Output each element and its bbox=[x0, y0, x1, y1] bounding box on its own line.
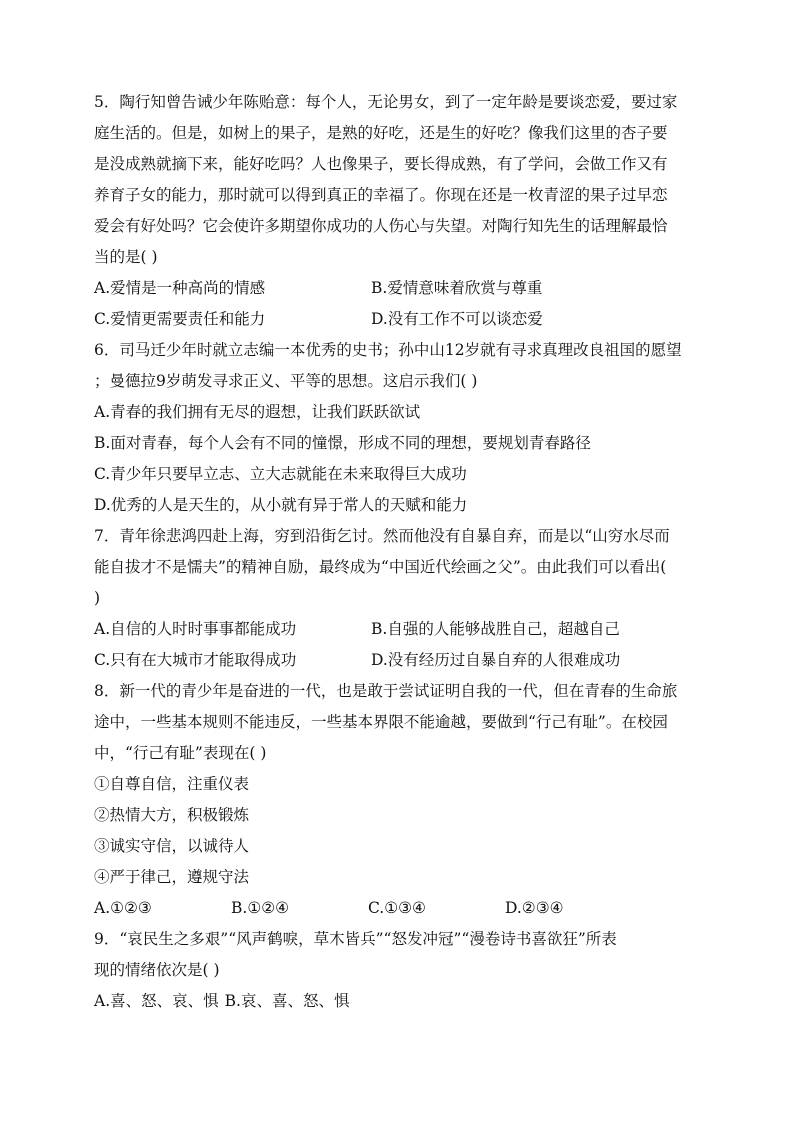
question-text: 6．司马迁少年时就立志编一本优秀的史书；孙中山12岁就有寻求真理改良祖国的愿望 bbox=[94, 341, 682, 359]
statement-4: ④严于律己，遵规守法 bbox=[94, 868, 250, 886]
option-b[interactable]: B.面对青春，每个人会有不同的憧憬，形成不同的理想，要规划青春路径 bbox=[94, 434, 591, 452]
question-5 bbox=[94, 87, 706, 335]
question-text: 爱会有好处吗？它会使许多期望你成功的人伤心与失望。对陶行知先生的话理解最恰 bbox=[94, 217, 668, 235]
option-d[interactable]: D.没有工作不可以谈恋爱 bbox=[371, 310, 543, 328]
option-c[interactable]: C.爱情更需要责任和能力 bbox=[94, 310, 266, 328]
option-b[interactable]: B.爱情意味着欣赏与尊重 bbox=[371, 279, 543, 297]
question-text: 能自拔才不是懦夫”的精神自励，最终成为“中国近代绘画之父”。由此我们可以看出( bbox=[94, 558, 667, 576]
option-row bbox=[94, 893, 706, 924]
option-a[interactable]: A.喜、怒、哀、惧 bbox=[94, 992, 219, 1010]
question-text: 庭生活的。但是，如树上的果子，是熟的好吃，还是生的好吃？像我们这里的杏子要 bbox=[94, 124, 668, 142]
option-b[interactable]: B.哀、喜、怒、惧 bbox=[224, 992, 350, 1010]
question-text: 中，“行己有耻”表现在( ) bbox=[94, 744, 267, 762]
question-text: 途中，一些基本规则不能违反，一些基本界限不能逾越，要做到“行己有耻”。在校园 bbox=[94, 713, 668, 731]
option-c[interactable]: C.只有在大城市才能取得成功 bbox=[94, 651, 297, 669]
question-text: 现的情绪依次是( ) bbox=[94, 961, 220, 979]
option-row bbox=[94, 645, 706, 676]
statement-3: ③诚实守信，以诚待人 bbox=[94, 837, 250, 855]
question-text: 养育子女的能力，那时就可以得到真正的幸福了。你现在还是一枚青涩的果子过早恋 bbox=[94, 186, 668, 204]
option-a[interactable]: A.自信的人时时事事都能成功 bbox=[94, 620, 297, 638]
option-a[interactable]: A.爱情是一种高尚的情感 bbox=[94, 279, 266, 297]
question-6 bbox=[94, 335, 706, 521]
option-b[interactable]: B.自强的人能够战胜自己，超越自己 bbox=[371, 620, 620, 638]
question-text: 8．新一代的青少年是奋进的一代，也是敢于尝试证明自我的一代，但在青春的生命旅 bbox=[94, 682, 678, 700]
option-a[interactable]: A.青春的我们拥有无尽的遐想，让我们跃跃欲试 bbox=[94, 403, 421, 421]
question-text: 5．陶行知曾告诫少年陈贻意：每个人，无论男女，到了一定年龄是要谈恋爱，要过家 bbox=[94, 93, 678, 111]
option-a[interactable]: A.①②③ bbox=[94, 899, 152, 917]
question-7 bbox=[94, 521, 706, 676]
option-b[interactable]: B.①②④ bbox=[231, 899, 290, 917]
option-d[interactable]: D.没有经历过自暴自弃的人很难成功 bbox=[371, 651, 621, 669]
question-text: 7．青年徐悲鸿四赴上海，穷到沿街乞讨。然而他没有自暴自弃，而是以“山穷水尽而 bbox=[94, 527, 670, 545]
statement-2: ②热情大方，积极锻炼 bbox=[94, 806, 250, 824]
option-row bbox=[94, 614, 706, 645]
option-row bbox=[94, 273, 706, 304]
option-d[interactable]: D.②③④ bbox=[505, 899, 564, 917]
option-d[interactable]: D.优秀的人是天生的，从小就有异于常人的天赋和能力 bbox=[94, 496, 468, 514]
question-text: ) bbox=[94, 589, 101, 607]
option-c[interactable]: C.①③④ bbox=[368, 899, 426, 917]
statement-1: ①自尊自信，注重仪表 bbox=[94, 775, 250, 793]
question-text: 9．“哀民生之多艰”“风声鹤唳，草木皆兵”“怒发冲冠”“漫卷诗书喜欲狂”所表 bbox=[94, 930, 617, 948]
question-list bbox=[94, 87, 706, 1017]
question-text: ；曼德拉9岁萌发寻求正义、平等的思想。这启示我们( ) bbox=[94, 372, 478, 390]
question-text: 当的是( ) bbox=[94, 248, 158, 266]
option-c[interactable]: C.青少年只要早立志、立大志就能在未来取得巨大成功 bbox=[94, 465, 467, 483]
question-8 bbox=[94, 676, 706, 924]
question-9 bbox=[94, 924, 706, 1017]
option-row bbox=[94, 304, 706, 335]
question-text: 是没成熟就摘下来，能好吃吗？人也像果子，要长得成熟，有了学问，会做工作又有 bbox=[94, 155, 668, 173]
option-row bbox=[94, 986, 706, 1017]
